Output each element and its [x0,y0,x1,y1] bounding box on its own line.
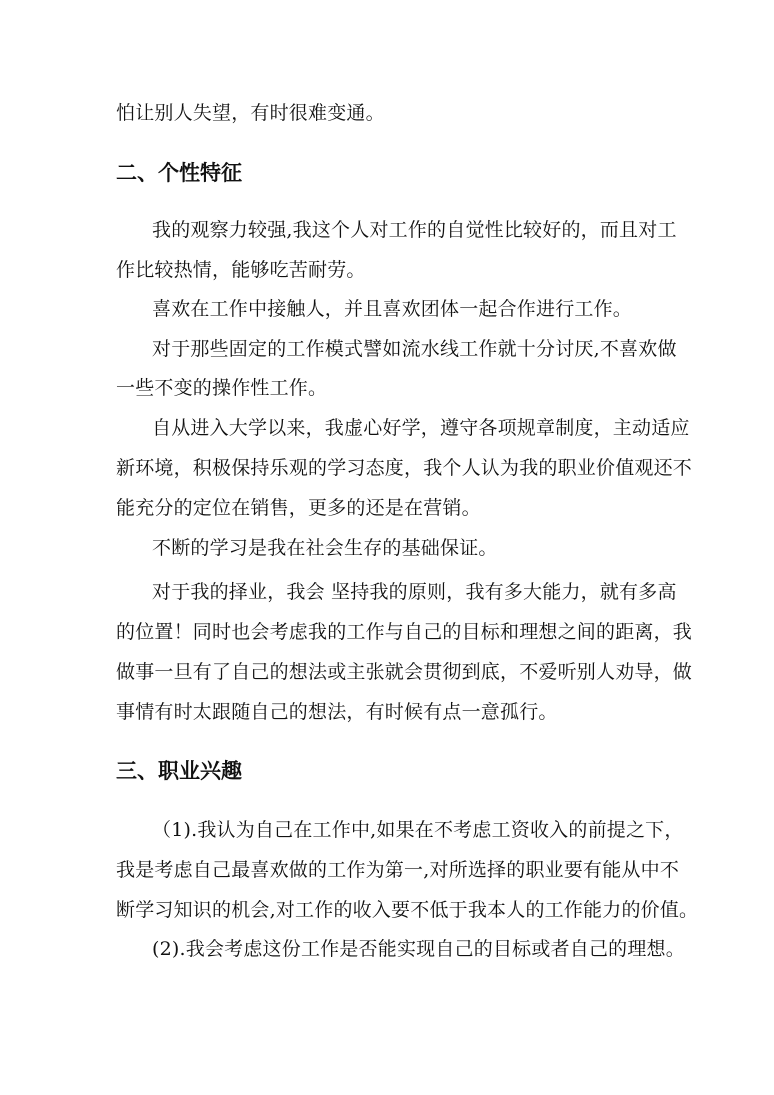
paragraph-line: 不断的学习是我在社会生存的基础保证。 [152,537,498,559]
paragraph-line: 做事一旦有了自己的想法或主张就会贯彻到底，不爱听别人劝导，做 [116,661,693,683]
paragraph-line: 我是考虑自己最喜欢做的工作为第一,对所选择的职业要有能从中不 [116,859,680,881]
paragraph-line: 对于那些固定的工作模式譬如流水线工作就十分讨厌,不喜欢做 [152,338,677,360]
continuation-line: 怕让别人失望，有时很难变通。 [116,102,385,124]
paragraph-line: 作比较热情，能够吃苦耐劳。 [116,259,366,281]
paragraph-line: 对于我的择业，我会 坚持我的原则，我有多大能力，就有多高 [152,581,677,603]
paragraph-line: 新环境，积极保持乐观的学习态度，我个人认为我的职业价值观还不 [116,457,693,479]
paragraph-line: (2).我会考虑这份工作是否能实现自己的目标或者自己的理想。 [152,938,685,960]
section-heading-personality: 二、个性特征 [116,161,242,185]
paragraph-line: 喜欢在工作中接触人，并且喜欢团体一起合作进行工作。 [152,298,633,320]
paragraph-line: 断学习知识的机会,对工作的收入要不低于我本人的工作能力的价值。 [116,899,699,921]
section-heading-career-interest: 三、职业兴趣 [116,759,242,783]
paragraph-line: 能充分的定位在销售，更多的还是在营销。 [116,497,481,519]
paragraph-line: 我的观察力较强,我这个人对工作的自觉性比较好的，而且对工 [152,219,677,241]
paragraph-line: 一些不变的操作性工作。 [116,377,328,399]
paragraph-line: 事情有时太跟随自己的想法，有时候有点一意孤行。 [116,701,558,723]
paragraph-line: （1).我认为自己在工作中,如果在不考虑工资收入的前提之下， [152,819,684,841]
paragraph-line: 的位置！同时也会考虑我的工作与自己的目标和理想之间的距离，我 [116,621,693,643]
paragraph-line: 自从进入大学以来，我虚心好学，遵守各项规章制度，主动适应 [152,417,690,439]
